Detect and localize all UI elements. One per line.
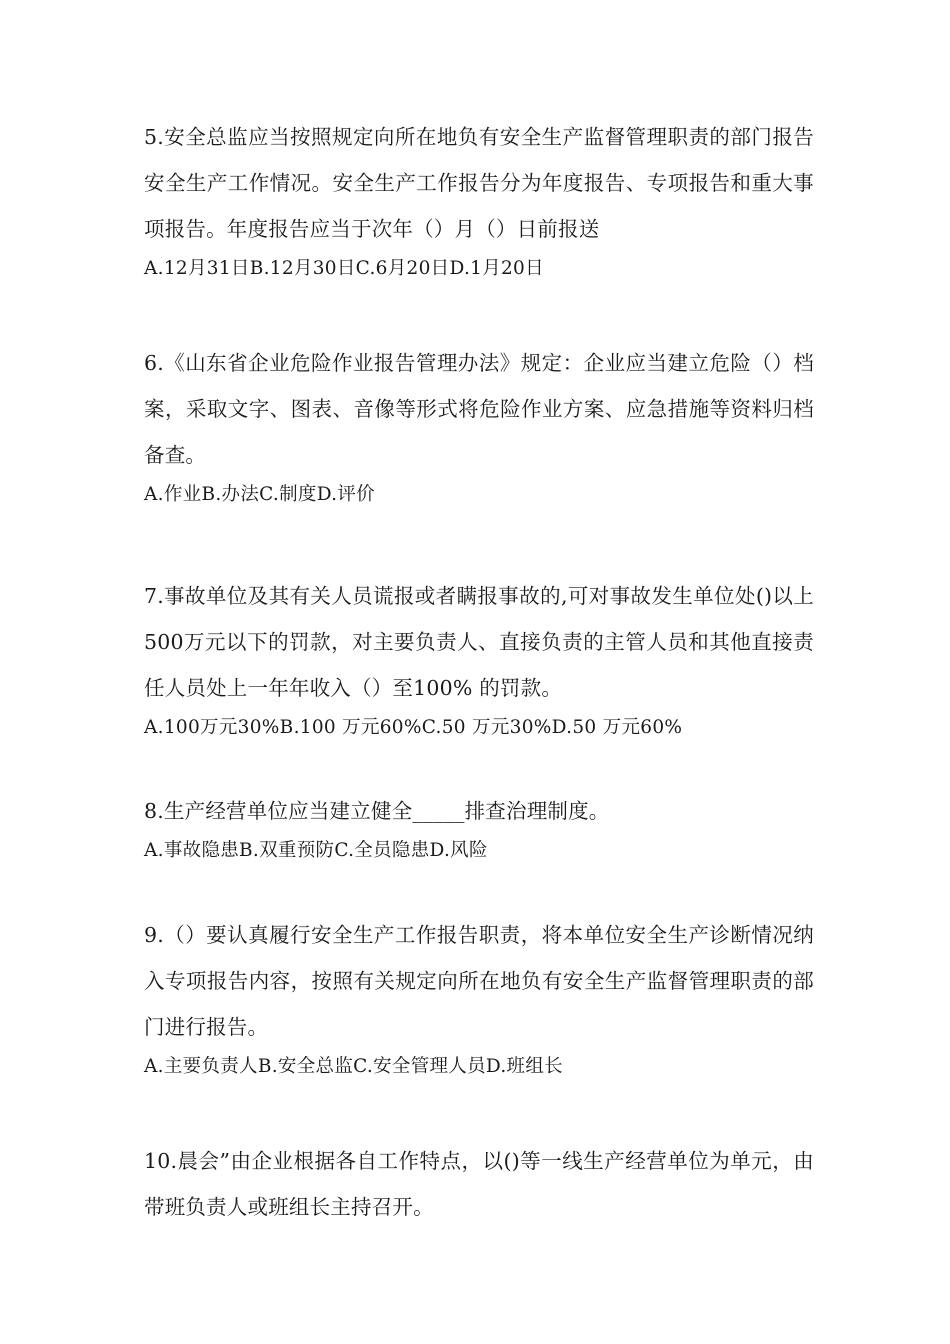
question-9 — [144, 912, 814, 1082]
question-7 — [144, 573, 814, 743]
question-9-stem: 9.（）要认真履行安全生产工作报告职责，将本单位安全生产诊断情况纳入专项报告内容，按照有关规定向所在地负有安全生产监督管理职责的部门进行报告。 — [144, 923, 814, 1039]
question-6-stem: 6.《山东省企业危险作业报告管理办法》规定：企业应当建立危险（）档案，采取文字、图表、音像等形式将危险作业方案、应急措施等资料归档备查。 — [144, 351, 814, 467]
question-6-options: A.作业B.办法C.制度D.评价 — [144, 484, 375, 505]
question-9-options: A.主要负责人B.安全总监C.安全管理人员D.班组长 — [144, 1056, 563, 1077]
question-8-options: A.事故隐患B.双重预防C.全员隐患D.风险 — [144, 840, 488, 861]
question-5 — [144, 114, 814, 284]
question-10 — [144, 1138, 814, 1230]
question-5-stem: 5.安全总监应当按照规定向所在地负有安全生产监督管理职责的部门报告安全生产工作情况。安全生产工作报告分为年度报告、专项报告和重大事项报告。年度报告应当于次年（）月（）日前报送 — [144, 125, 814, 241]
question-8 — [144, 788, 814, 866]
question-8-stem: 8.生产经营单位应当建立健全_____排查治理制度。 — [144, 799, 610, 823]
question-10-stem: 10.晨会”由企业根据各自工作特点，以()等一线生产经营单位为单元，由带班负责人或班组长主持召开。 — [144, 1149, 814, 1219]
question-5-options: A.12月31日B.12月30日C.6月20日D.1月20日 — [144, 258, 544, 279]
question-7-stem: 7.事故单位及其有关人员谎报或者瞒报事故的,可对事故发生单位处()以上500万元以下的罚款，对主要负责人、直接负责的主管人员和其他直接责任人员处上一年年收入（）至100% 的罚款。 — [144, 584, 814, 700]
question-7-options: A.100万元30%B.100 万元60%C.50 万元30%D.50 万元60% — [144, 717, 683, 738]
question-6 — [144, 340, 814, 510]
